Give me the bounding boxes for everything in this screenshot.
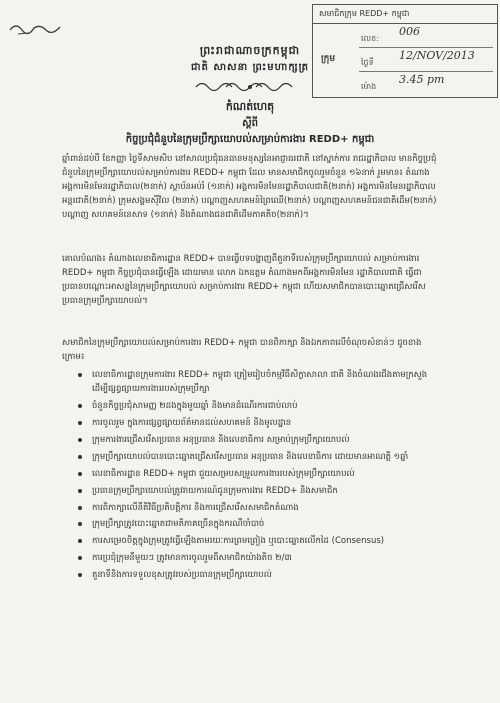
list-item <box>62 399 442 413</box>
paragraph-attendance: ឆ្នាំពាន់ដប់បី ខែកញ្ញា ថ្ងៃទីសាមសិប នៅសាលប្រជុំធនធានមនុស្សនៃអាជ្ញាធរជាតិ នៅស្នាក់ការ រាជរដ្ឋាភិបាល មានកិច្ចប្រជុំជំនួបនៃក្រុមប្រឹក្សាយោបល់សម្រាប់ការងារ REDD+ កម្ពុជា ដែល មានសមាជិកចូលរួមចំនួន ១៦នាក់ រួមមាន៖ តំណាងអង្គការមិនមែនរដ្ឋាភិបាល(២នាក់) ស្ថាប័នអប់រំ (១នាក់) អង្គការមិនមែនរដ្ឋាភិបាលជាតិ(២នាក់) អង្គការមិនមែនរដ្ឋាភិបាលអន្តរជាតិ(២នាក់) ក្រុមសង្គមស៊ីវិល (២នាក់) បណ្តាញសហគមន៍ព្រៃឈើ(២នាក់) បណ្តាញសហគមន៍ជនជាតិដើម(២នាក់) បណ្តាញ សហគមន៍នេសាទ (១នាក់) និងតំណាងជនជាតិដើមភាគតិច(២នាក់)។ <box>62 154 437 220</box>
bullet-dot <box>78 373 82 377</box>
list-item <box>62 534 442 548</box>
list-item-text: តួនាទីនិងការទទួលខុសត្រូវរបស់ប្រធានក្រុមប្រឹក្សាយោបល់ <box>92 570 272 581</box>
bullet-dot <box>78 421 82 425</box>
kingdom-title: ព្រះរាជាណាចក្រកម្ពុជា <box>199 44 301 57</box>
list-item-text: ចំនួនកិច្ចប្រជុំសាមញ្ញ ២ដងក្នុងមួយឆ្នាំ និងមានដំណើរការជាប់លាប់ <box>92 401 298 412</box>
stamp-date-value: 12/NOV/2013 <box>399 49 475 62</box>
bullet-dot <box>78 556 82 560</box>
list-item <box>62 450 442 464</box>
paragraph-purpose: គោលបំណង៖ តំណាងលេខាធិការដ្ឋាន REDD+ បានធ្វើបទបង្ហាញពីតួនាទីរបស់ក្រុមប្រឹក្សាយោបល់ សម្រាប់ការងារ REDD+ កម្ពុជា កិច្ចប្រជុំបានធ្វើឡើង ដោយមាន លោក ឯកឧត្តម តំណាងមកពីអង្គការមិនមែន រដ្ឋាភិបាលជាតិ ធ្វើជាប្រធានបណ្តោះអាសន្ននៃក្រុមប្រឹក្សាយោបល់ សម្រាប់ការងារ REDD+ កម្ពុជា ហើយសមាជិកបានបោះឆ្នោតជ្រើសរើសប្រធានក្រុមប្រឹក្សាយោបល់។ <box>62 254 426 306</box>
bullet-dot <box>78 506 82 510</box>
list-item <box>62 517 442 531</box>
ink-scribble-mark <box>8 18 68 38</box>
national-motto: ជាតិ សាសនា ព្រះមហាក្សត្រ <box>191 62 309 73</box>
stamp-number-label: លេខ: <box>361 34 379 43</box>
list-item <box>62 433 442 447</box>
list-item-text: ការប្រជុំក្រុមនីមួយៗ ត្រូវមានការចូលរួមពីសមាជិកយ៉ាងតិច ២/៣ <box>92 553 292 564</box>
bullet-dot <box>78 489 82 493</box>
paragraph-agreements-intro: សមាជិកនៃក្រុមប្រឹក្សាយោបល់សម្រាប់ការងារ REDD+ កម្ពុជា បានពិភាក្សា និងឯកភាពលើចំណុចសំខាន់ៗ ដូចខាងក្រោម៖ <box>62 338 422 362</box>
list-item-text: ក្រុមការងារជ្រើសរើសប្រធាន អនុប្រធាន និងលេខាធិការ សម្រាប់ក្រុមប្រឹក្សាយោបល់ <box>92 434 350 445</box>
list-item <box>62 484 442 498</box>
stamp-time-value: 3.45 pm <box>399 73 445 86</box>
decorative-ornament-divider <box>0 78 500 96</box>
list-item-text: ក្រុមប្រឹក្សាត្រូវបោះឆ្នោតជាមតិភាគច្រើនក្នុងករណីចាំបាច់ <box>92 519 265 530</box>
meeting-subject: កិច្ចប្រជុំជំនួបនៃក្រុមប្រឹក្សាយោបល់សម្រាប់ការងារ REDD+ កម្ពុជា <box>125 134 375 145</box>
list-item <box>62 551 442 565</box>
stamp-date-label: ថ្ងៃទី <box>361 58 374 67</box>
list-item-text: ការចូលរួម ក្នុងការផ្សព្វផ្សាយព័ត៌មានដល់សហគមន៍ និងមូលដ្ឋាន <box>92 418 292 429</box>
list-item <box>62 467 442 481</box>
bullet-dot <box>78 438 82 442</box>
bullet-dot <box>78 522 82 526</box>
bullet-dot <box>78 472 82 476</box>
list-item-text: លេខាធិការដ្ឋានក្រុមការងារ REDD+ កម្ពុជា ត្រៀមរៀបចំកម្មវិធីសិក្ខាសាលា ជាតិ និងចំណងជើងតាមក្រសួង ដើម្បីផ្សព្វផ្សាយការងាររបស់ក្រុមប្រឹក្សា <box>92 370 428 395</box>
list-item-text: ក្រុមប្រឹក្សាយោបល់បានបោះឆ្នោតជ្រើសរើសប្រធាន អនុប្រធាន និងលេខាធិការ ដោយមានអាណត្តិ ១ឆ្នាំ <box>92 451 409 462</box>
bullet-dot <box>78 404 82 408</box>
bullet-dot <box>78 573 82 577</box>
bullet-dot <box>78 455 82 459</box>
list-item <box>62 416 442 430</box>
list-item-text: ការពិភាក្សាលើនីតិវិធីប្រតិបត្តិការ និងការជ្រើសរើសសមាជិកតំណាង <box>92 502 299 513</box>
stamp-time-label: ម៉ោង <box>361 82 377 91</box>
stamp-header: សមាជិកក្រុម REDD+ កម្ពុជា <box>313 5 497 24</box>
stamp-emblem-text: ក្រុម <box>321 54 336 64</box>
notice-title: កំណត់ហេតុ <box>225 100 275 113</box>
list-item <box>62 368 442 397</box>
about-label: ស្តីពី <box>242 118 258 129</box>
list-item-text: លេខាធិការដ្ឋាន REDD+ កម្ពុជា ជួយសម្របសម្រួលការងាររបស់ក្រុមប្រឹក្សាយោបល់ <box>92 468 355 479</box>
list-item <box>62 501 442 515</box>
list-item <box>62 568 442 582</box>
agreement-list <box>62 368 442 585</box>
stamp-number-value: 006 <box>399 25 420 38</box>
bullet-dot <box>78 539 82 543</box>
list-item-text: ការសម្រេចចិត្តក្នុងក្រុមត្រូវធ្វើឡើងតាមរយៈការព្រមព្រៀង ឬបោះឆ្នោតលើកដៃ (Consensus) <box>92 536 385 547</box>
list-item-text: ប្រធានក្រុមប្រឹក្សាយោបល់ត្រូវរាយការណ៍ជូនក្រុមការងារ REDD+ និងសមាជិក <box>92 485 338 496</box>
